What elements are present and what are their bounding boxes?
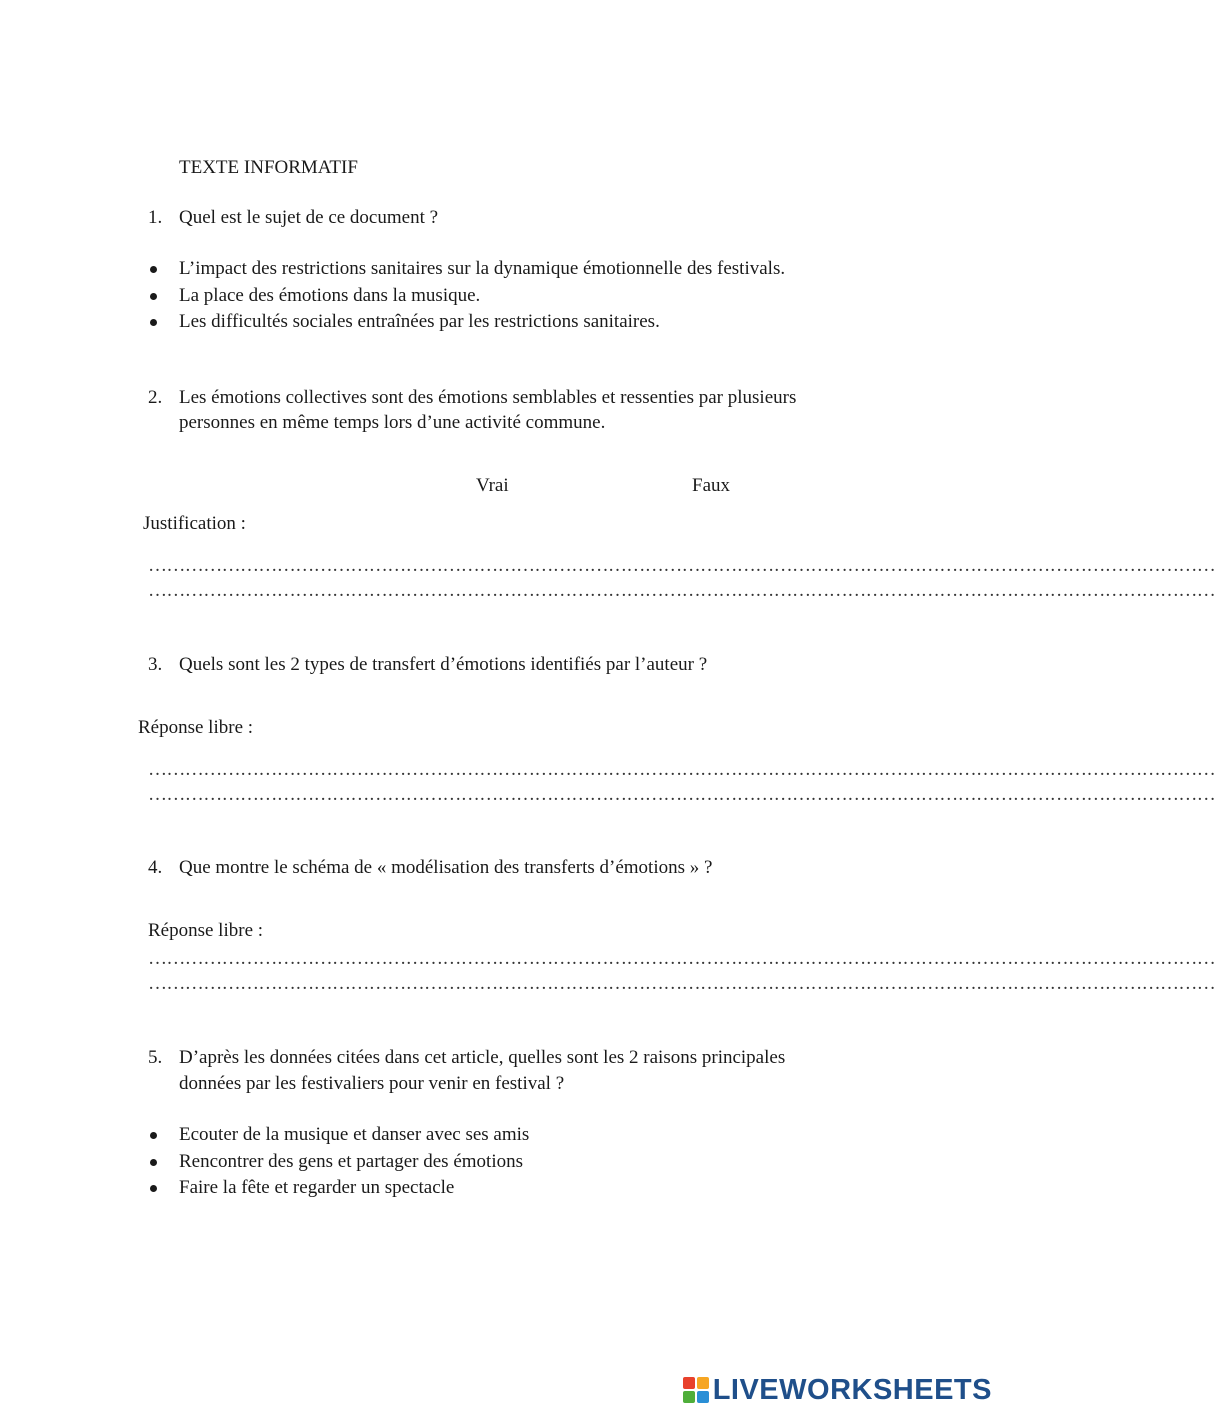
answer-line[interactable]: ………………………………………………………………………………………………………………………………………………………… <box>148 784 1215 805</box>
logo-square <box>697 1391 709 1403</box>
answer-option[interactable]: Ecouter de la musique et danser avec ses amis <box>179 1124 530 1145</box>
question-number: 4. <box>148 857 163 878</box>
answer-option[interactable]: Rencontrer des gens et partager des émotions <box>179 1151 523 1172</box>
answer-line[interactable]: ………………………………………………………………………………………………………………………………………………………… <box>148 973 1215 994</box>
answer-option[interactable]: Les difficultés sociales entraînées par les restrictions sanitaires. <box>179 311 660 332</box>
logo-mark-icon <box>683 1377 709 1403</box>
question-text-line-2: personnes en même temps lors d’une activité commune. <box>179 412 606 433</box>
justification-label: Justification : <box>143 513 246 534</box>
logo-text: LIVEWORKSHEETS <box>712 1374 992 1406</box>
bullet <box>150 319 157 326</box>
question-number: 3. <box>148 654 163 675</box>
question-number: 1. <box>148 207 163 228</box>
question-text-line-1: Les émotions collectives sont des émotions semblables et ressenties par plusieurs <box>179 387 797 408</box>
question-number: 2. <box>148 387 163 408</box>
bullet <box>150 266 157 273</box>
logo-square <box>683 1391 695 1403</box>
false-option[interactable]: Faux <box>692 475 730 496</box>
logo-square <box>683 1377 695 1389</box>
answer-line[interactable]: ………………………………………………………………………………………………………………………………………………………… <box>148 580 1215 601</box>
page-title: TEXTE INFORMATIF <box>179 157 358 178</box>
liveworksheets-logo <box>683 1375 992 1405</box>
answer-line[interactable]: ………………………………………………………………………………………………………………………………………………………… <box>148 555 1215 576</box>
answer-label: Réponse libre : <box>138 717 254 738</box>
bullet <box>150 293 157 300</box>
question-text-line-1: D’après les données citées dans cet article, quelles sont les 2 raisons principales <box>179 1047 786 1068</box>
answer-option[interactable]: L’impact des restrictions sanitaires sur la dynamique émotionnelle des festivals. <box>179 258 786 279</box>
answer-line[interactable]: ………………………………………………………………………………………………………………………………………………………… <box>148 759 1215 780</box>
answer-option[interactable]: La place des émotions dans la musique. <box>179 285 481 306</box>
true-option[interactable]: Vrai <box>476 475 509 496</box>
bullet <box>150 1132 157 1139</box>
question-text: Quels sont les 2 types de transfert d’émotions identifiés par l’auteur ? <box>179 654 708 675</box>
answer-option[interactable]: Faire la fête et regarder un spectacle <box>179 1177 455 1198</box>
question-number: 5. <box>148 1047 163 1068</box>
logo-square <box>697 1377 709 1389</box>
bullet <box>150 1159 157 1166</box>
bullet <box>150 1185 157 1192</box>
question-text: Que montre le schéma de « modélisation des transferts d’émotions » ? <box>179 857 713 878</box>
answer-line[interactable]: ………………………………………………………………………………………………………………………………………………………… <box>148 948 1215 969</box>
question-text: Quel est le sujet de ce document ? <box>179 207 439 228</box>
answer-label: Réponse libre : <box>148 920 264 941</box>
question-text-line-2: données par les festivaliers pour venir en festival ? <box>179 1073 565 1094</box>
